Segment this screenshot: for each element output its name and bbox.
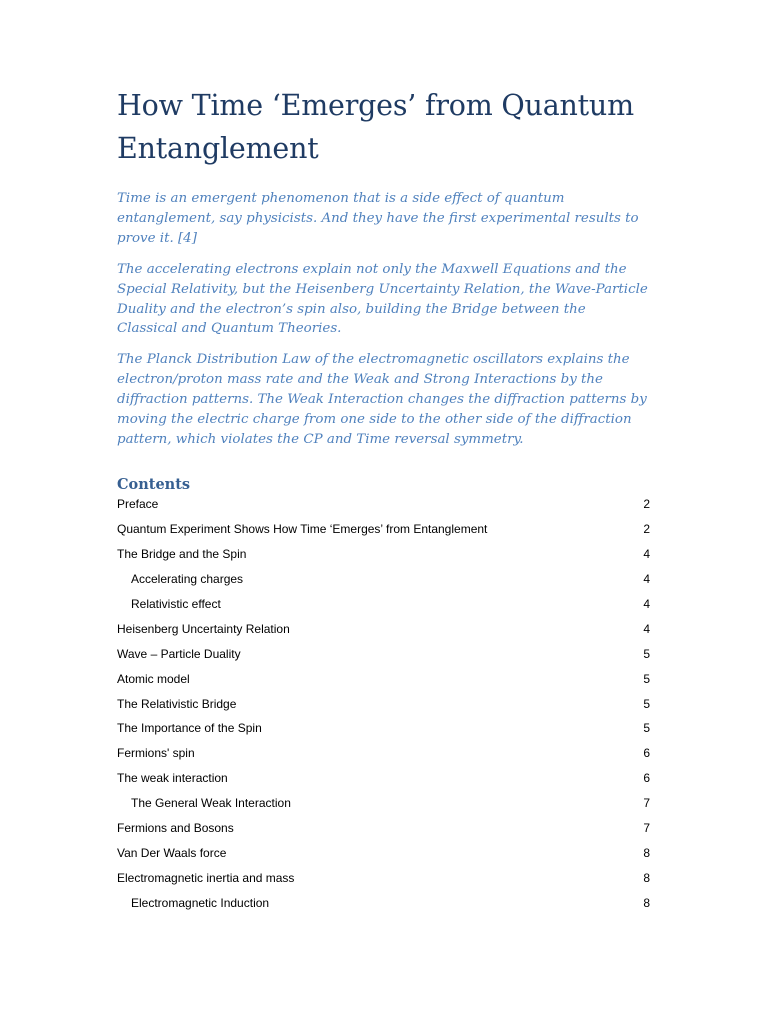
toc-entry-title: Heisenberg Uncertainty Relation xyxy=(117,621,290,636)
toc-entry-page-number: 8 xyxy=(643,896,650,910)
toc-entry-page-number: 7 xyxy=(643,796,650,811)
toc-entry-page-number: 4 xyxy=(643,596,650,611)
toc-entry-title: Van Der Waals force xyxy=(117,846,227,861)
toc-entry[interactable] xyxy=(117,791,650,816)
toc-entry-title: Wave – Particle Duality xyxy=(117,646,241,661)
toc-entry[interactable] xyxy=(117,692,650,717)
toc-entry-page-number: 4 xyxy=(643,621,650,636)
toc-entry[interactable] xyxy=(117,866,650,891)
toc-entry-page-number: 5 xyxy=(643,671,650,686)
toc-entry-page-number: 5 xyxy=(643,696,650,711)
toc-entry-page-number: 5 xyxy=(643,646,650,661)
table-of-contents xyxy=(117,492,650,916)
toc-entry-page-number: 6 xyxy=(643,746,650,761)
toc-entry-page-number: 2 xyxy=(643,521,650,536)
abstract-paragraph-3: The Planck Distribution Law of the electromagnetic oscillators explains the electron/proton mass rate and the Weak and Strong Interactions by the diffraction patterns. The Weak Interaction changes the diffraction patterns by moving the electric charge from one side to the other side of the diffraction pattern, which violates the CP and Time reversal symmetry. xyxy=(117,352,647,447)
abstract-paragraph-2: The accelerating electrons explain not only the Maxwell Equations and the Special Relativity, but the Heisenberg Uncertainty Relation, the Wave-Particle Duality and the electron’s spin also, building the Bridge between the Classical and Quantum Theories. xyxy=(117,261,648,337)
toc-entry-page-number: 5 xyxy=(643,721,650,736)
toc-entry-page-number: 2 xyxy=(643,497,650,511)
document-page xyxy=(117,84,650,910)
toc-entry-title: Preface xyxy=(117,497,159,511)
toc-entry-page-number: 4 xyxy=(643,571,650,586)
toc-entry-title: Accelerating charges xyxy=(131,571,244,586)
toc-entry[interactable] xyxy=(117,716,650,741)
toc-entry[interactable] xyxy=(117,667,650,692)
toc-entry-title: The General Weak Interaction xyxy=(131,796,291,811)
toc-entry[interactable] xyxy=(117,741,650,766)
toc-entry[interactable] xyxy=(117,642,650,667)
toc-entry[interactable] xyxy=(117,891,650,916)
toc-entry[interactable] xyxy=(117,542,650,567)
toc-entry-title: The Relativistic Bridge xyxy=(117,696,237,711)
toc-entry[interactable] xyxy=(117,567,650,592)
toc-entry-title: The Bridge and the Spin xyxy=(117,546,247,561)
toc-entry[interactable] xyxy=(117,617,650,642)
toc-entry-title: The weak interaction xyxy=(117,771,228,786)
toc-entry[interactable] xyxy=(117,766,650,791)
toc-entry-page-number: 8 xyxy=(643,871,650,886)
toc-entry[interactable] xyxy=(117,492,650,517)
toc-entry[interactable] xyxy=(117,816,650,841)
toc-entry-title: Atomic model xyxy=(117,671,190,686)
document-title: How Time ‘Emerges’ from Quantum Entanglement xyxy=(117,89,634,165)
toc-entry-page-number: 8 xyxy=(643,846,650,861)
contents-heading: Contents xyxy=(117,476,191,493)
toc-entry-title: Relativistic effect xyxy=(131,596,221,611)
toc-entry-page-number: 6 xyxy=(643,771,650,786)
toc-entry-title: Quantum Experiment Shows How Time ‘Emerges’ from Entanglement xyxy=(117,521,488,536)
toc-entry-title: The Importance of the Spin xyxy=(117,721,262,736)
toc-entry[interactable] xyxy=(117,517,650,542)
toc-entry-title: Fermions and Bosons xyxy=(117,821,234,836)
toc-entry[interactable] xyxy=(117,841,650,866)
abstract-paragraph-1: Time is an emergent phenomenon that is a side effect of quantum entanglement, say physicists. And they have the first experimental results to prove it. [4] xyxy=(117,191,639,246)
toc-entry-title: Fermions' spin xyxy=(117,746,195,761)
toc-entry-page-number: 7 xyxy=(643,821,650,836)
toc-entry-title: Electromagnetic inertia and mass xyxy=(117,871,295,886)
toc-entry[interactable] xyxy=(117,592,650,617)
toc-entry-page-number: 4 xyxy=(643,546,650,561)
toc-entry-title: Electromagnetic Induction xyxy=(131,896,270,910)
